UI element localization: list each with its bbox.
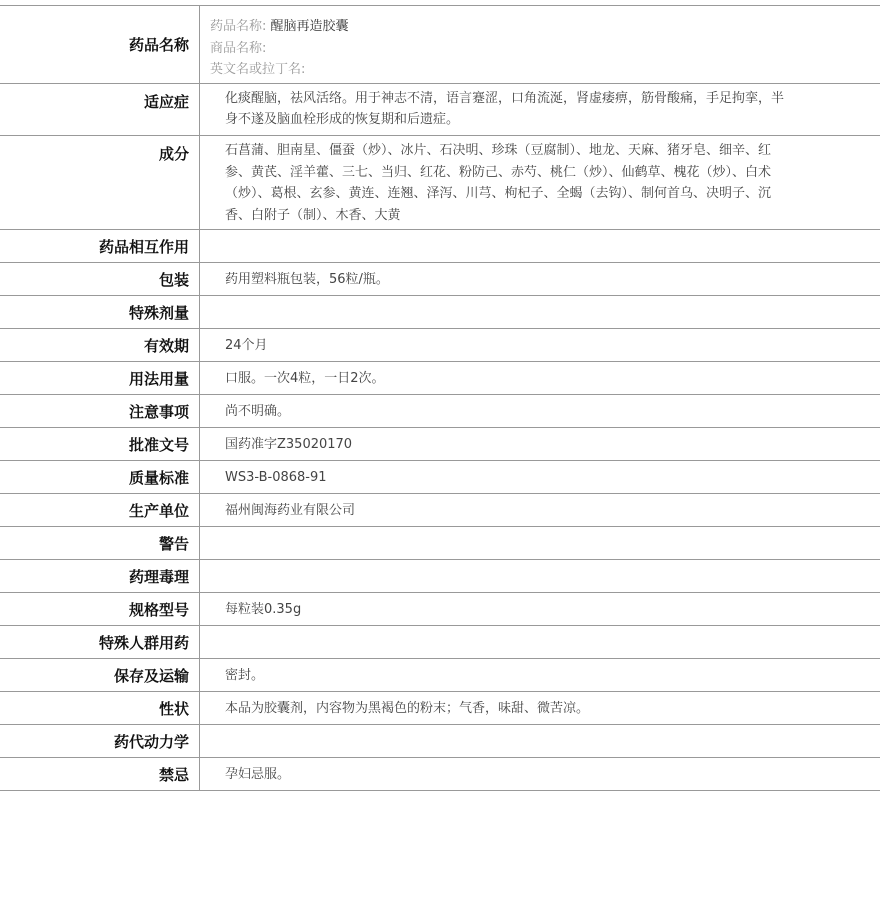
- value-storage: 密封。: [225, 668, 265, 683]
- label-pharmacology: 药理毒理: [0, 560, 200, 592]
- label-approval: 批准文号: [0, 428, 200, 460]
- row-precautions: [0, 395, 880, 428]
- value-ingredients: 石菖蒲、胆南星、僵蚕（炒）、冰片、石决明、珍珠（豆腐制）、地龙、天麻、猪牙皂、细辛、红参、黄芪、淫羊藿、三七、当归、红花、粉防己、赤芍、桃仁（炒）、仙鹤草、槐花（炒）、白术（炒）、葛根、玄参、黄连、连翘、泽泻、川芎、枸杞子、全蝎（去钩）、制何首乌、决明子、沉香、白附子（制）、木香、大黄: [225, 143, 772, 223]
- label-drug-name: 药品名称: [0, 6, 200, 83]
- value-special-population: [200, 626, 880, 658]
- label-contraindications: 禁忌: [0, 758, 200, 790]
- value-approval: 国药准字Z35020170: [225, 437, 353, 452]
- row-interactions: [0, 230, 880, 263]
- generic-name-line: [210, 16, 860, 38]
- trade-name-label: 商品名称:: [210, 40, 267, 56]
- label-description: 性状: [0, 692, 200, 724]
- row-special-population: [0, 626, 880, 659]
- drug-info-table: [0, 5, 880, 791]
- value-standard: WS3-B-0868-91: [225, 470, 327, 485]
- label-usage: 用法用量: [0, 362, 200, 394]
- english-name-line: [210, 59, 860, 81]
- row-pharmacology: [0, 560, 880, 593]
- drug-names-cell: [200, 6, 880, 83]
- row-standard: [0, 461, 880, 494]
- value-warning: [200, 527, 880, 559]
- label-special-dosage: 特殊剂量: [0, 296, 200, 328]
- value-pharmacokinetics: [200, 725, 880, 757]
- value-indications: 化痰醒脑，祛风活络。用于神志不清，语言蹇涩，口角流涎，肾虚痿痹，筋骨酸痛，手足拘挛，半身不遂及脑血栓形成的恢复期和后遗症。: [225, 91, 785, 127]
- trade-name-line: [210, 38, 860, 60]
- label-standard: 质量标准: [0, 461, 200, 493]
- value-manufacturer: 福州闽海药业有限公司: [225, 503, 356, 518]
- value-package: 药用塑料瓶包装，56粒/瓶。: [225, 272, 389, 287]
- value-usage: 口服。一次4粒，一日2次。: [225, 371, 385, 386]
- label-pharmacokinetics: 药代动力学: [0, 725, 200, 757]
- row-drug-name: [0, 6, 880, 84]
- row-storage: [0, 659, 880, 692]
- value-special-dosage: [200, 296, 880, 328]
- row-package: [0, 263, 880, 296]
- row-contraindications: [0, 758, 880, 791]
- row-ingredients: [0, 136, 880, 230]
- row-pharmacokinetics: [0, 725, 880, 758]
- row-shelf-life: [0, 329, 880, 362]
- row-indications: [0, 84, 880, 136]
- label-warning: 警告: [0, 527, 200, 559]
- row-approval: [0, 428, 880, 461]
- row-description: [0, 692, 880, 725]
- row-specification: [0, 593, 880, 626]
- value-pharmacology: [200, 560, 880, 592]
- generic-name-label: 药品名称:: [210, 19, 267, 34]
- label-indications: 适应症: [0, 84, 200, 135]
- label-ingredients: 成分: [0, 136, 200, 229]
- label-manufacturer: 生产单位: [0, 494, 200, 526]
- label-precautions: 注意事项: [0, 395, 200, 427]
- value-interactions: [200, 230, 880, 262]
- generic-name-value: 醒脑再造胶囊: [270, 19, 349, 34]
- label-package: 包装: [0, 263, 200, 295]
- value-precautions: 尚不明确。: [225, 404, 291, 419]
- label-interactions: 药品相互作用: [0, 230, 200, 262]
- label-shelf-life: 有效期: [0, 329, 200, 361]
- value-description: 本品为胶囊剂，内容物为黑褐色的粉末；气香，味甜、微苦凉。: [225, 701, 590, 716]
- row-usage: [0, 362, 880, 395]
- value-shelf-life: 24个月: [225, 338, 268, 353]
- label-special-population: 特殊人群用药: [0, 626, 200, 658]
- english-name-label: 英文名或拉丁名:: [210, 62, 306, 77]
- row-manufacturer: [0, 494, 880, 527]
- label-storage: 保存及运输: [0, 659, 200, 691]
- row-warning: [0, 527, 880, 560]
- value-contraindications: 孕妇忌服。: [225, 767, 291, 782]
- label-specification: 规格型号: [0, 593, 200, 625]
- value-specification: 每粒装0.35g: [225, 602, 302, 617]
- row-special-dosage: [0, 296, 880, 329]
